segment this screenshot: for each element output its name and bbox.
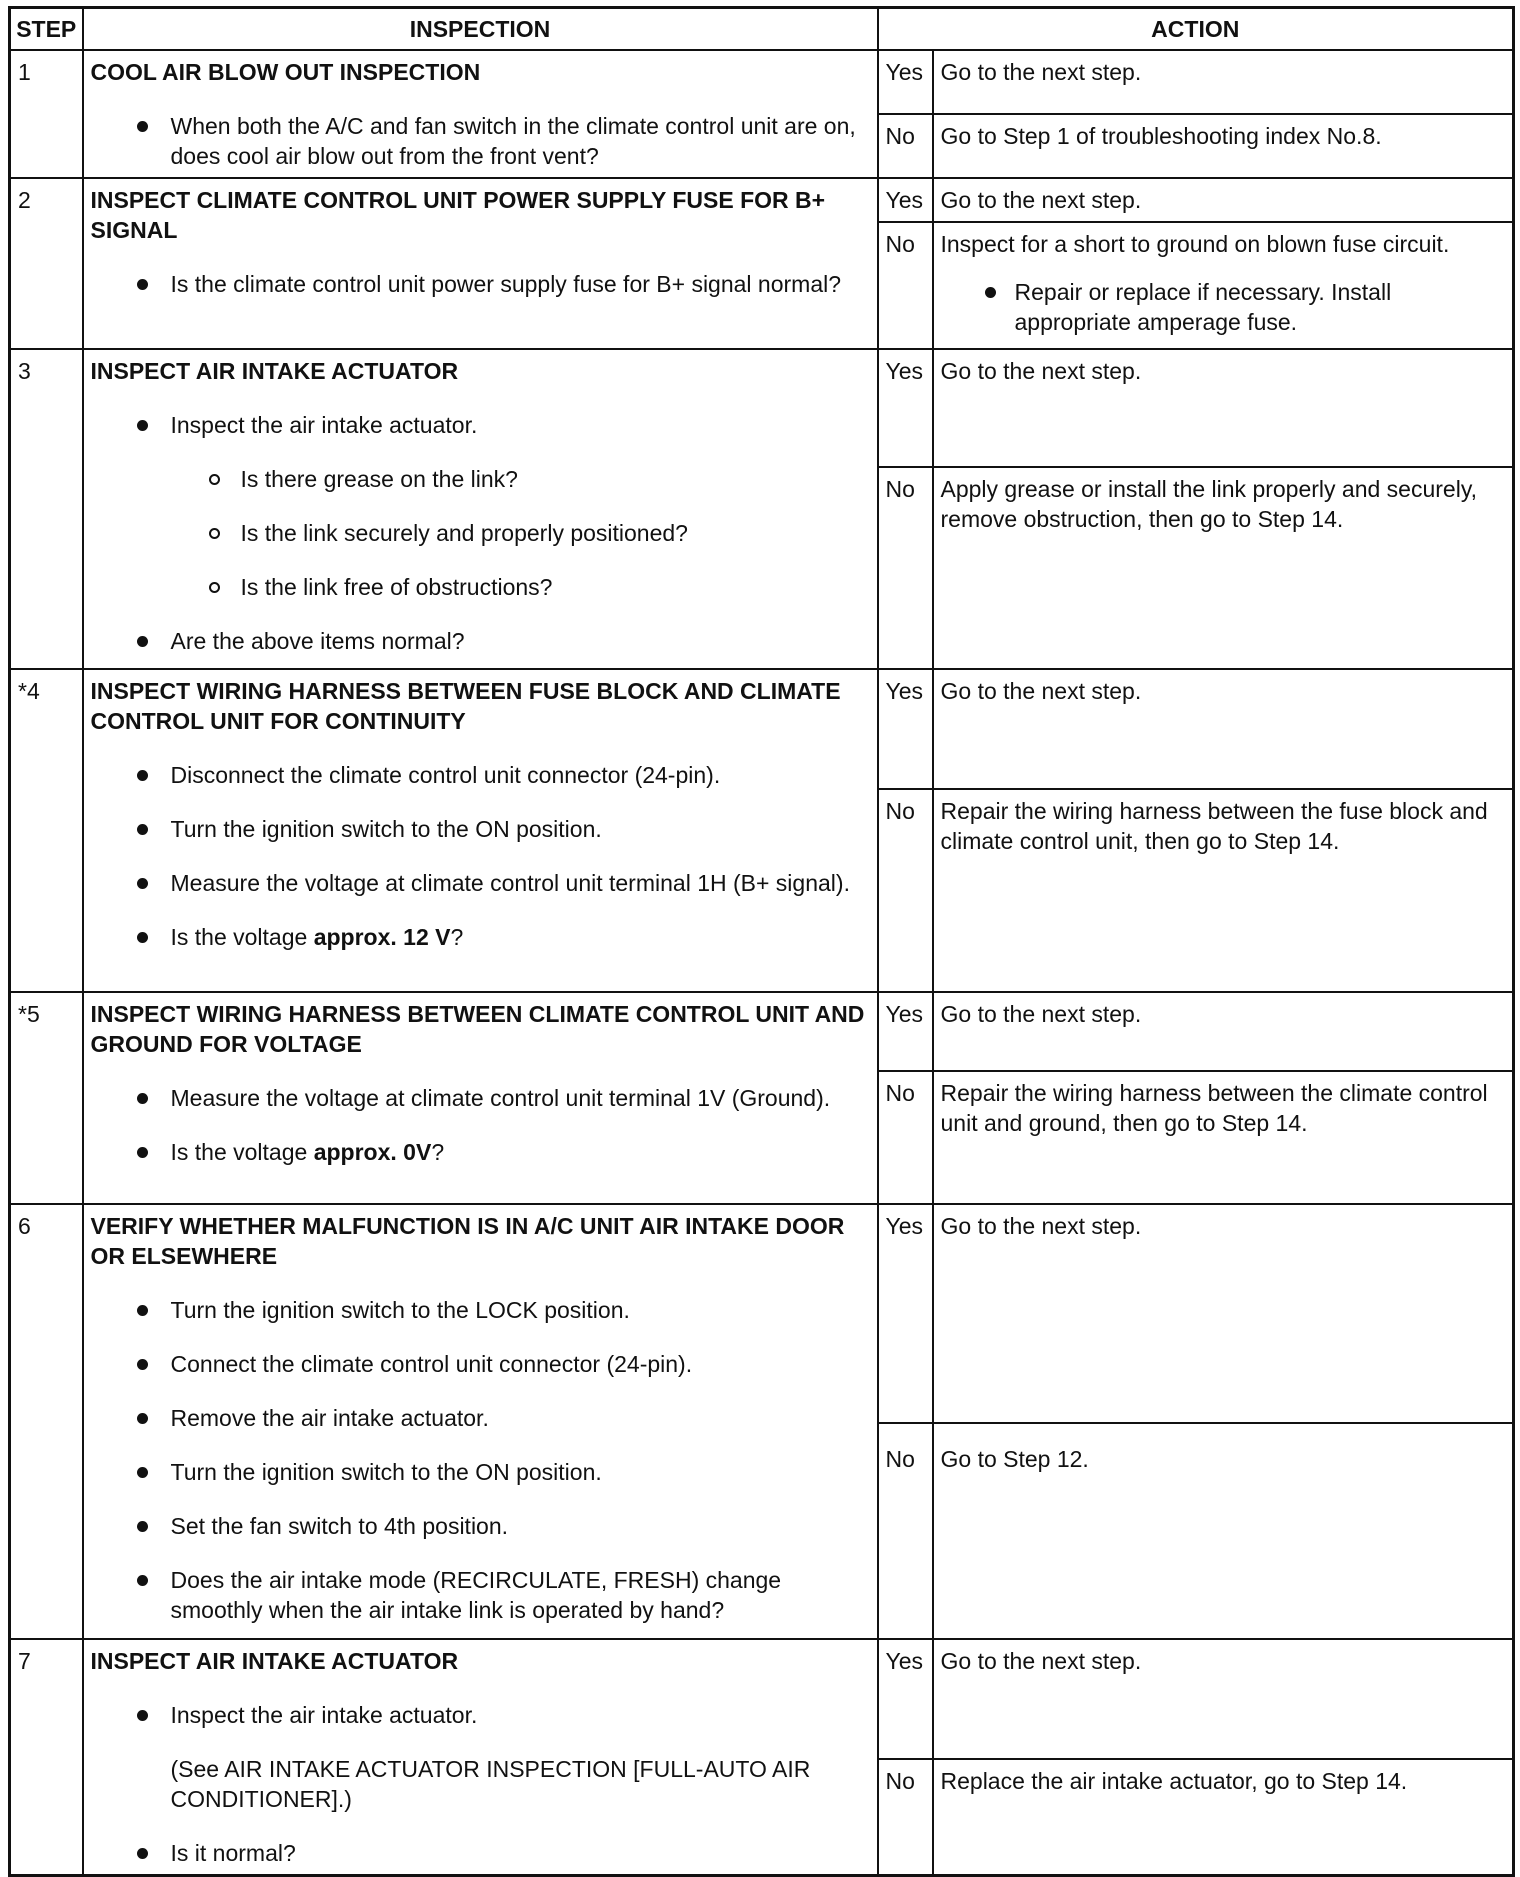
step-number: 2 — [10, 178, 83, 349]
yes-label: Yes — [878, 1639, 933, 1759]
no-action: Go to Step 1 of troubleshooting index No.8. — [933, 114, 1514, 178]
yes-action: Go to the next step. — [933, 992, 1514, 1071]
bullet-icon — [137, 1305, 148, 1316]
troubleshooting-table — [8, 6, 1515, 1877]
no-action — [933, 222, 1514, 349]
step-number: 1 — [10, 50, 83, 178]
bullet-icon — [137, 1359, 148, 1370]
no-action: Apply grease or install the link properly and securely, remove obstruction, then go to Step 14. — [933, 467, 1514, 669]
step-5-yes-row — [10, 992, 1514, 1071]
step-number: 6 — [10, 1204, 83, 1639]
inspection-item: Turn the ignition switch to the ON position. — [91, 1457, 870, 1487]
circle-bullet-icon — [209, 528, 220, 539]
step-inspection — [83, 178, 878, 349]
inspection-item: Turn the ignition switch to the ON position. — [91, 814, 870, 844]
inspection-subitem: Is there grease on the link? — [91, 464, 870, 494]
bullet-icon — [137, 1413, 148, 1424]
yes-label: Yes — [878, 178, 933, 222]
yes-action: Go to the next step. — [933, 1204, 1514, 1423]
bullet-icon — [137, 279, 148, 290]
bullet-icon — [137, 878, 148, 889]
no-action: Go to Step 12. — [933, 1423, 1514, 1639]
bullet-icon — [137, 770, 148, 781]
step-title: INSPECT CLIMATE CONTROL UNIT POWER SUPPLY FUSE FOR B+ SIGNAL — [90, 186, 826, 243]
action-item: Repair or replace if necessary. Install appropriate amperage fuse. — [941, 277, 1506, 337]
inspection-item: Measure the voltage at climate control unit terminal 1V (Ground). — [91, 1083, 870, 1113]
no-label: No — [878, 222, 933, 349]
step-inspection — [83, 349, 878, 669]
yes-action: Go to the next step. — [933, 669, 1514, 789]
circle-bullet-icon — [209, 474, 220, 485]
bullet-icon — [137, 1848, 148, 1859]
no-label: No — [878, 114, 933, 178]
no-label: No — [878, 1071, 933, 1204]
inspection-item: Inspect the air intake actuator. — [91, 1700, 870, 1730]
step-number: *5 — [10, 992, 83, 1204]
no-action-text: Inspect for a short to ground on blown fuse circuit. — [940, 230, 1450, 257]
inspection-item: When both the A/C and fan switch in the climate control unit are on, does cool air blow out from the front vent? — [91, 111, 870, 171]
yes-action: Go to the next step. — [933, 178, 1514, 222]
bullet-icon — [137, 121, 148, 132]
no-label: No — [878, 467, 933, 669]
inspection-item: Connect the climate control unit connector (24-pin). — [91, 1349, 870, 1379]
no-label: No — [878, 1759, 933, 1876]
yes-label: Yes — [878, 669, 933, 789]
step-number: 7 — [10, 1639, 83, 1876]
bullet-icon — [137, 420, 148, 431]
inspection-item: Are the above items normal? — [91, 626, 870, 656]
step-number: 3 — [10, 349, 83, 669]
bullet-icon — [137, 1467, 148, 1478]
step-1-yes-row — [10, 50, 1514, 114]
inspection-item: Set the fan switch to 4th position. — [91, 1511, 870, 1541]
bullet-icon — [137, 1093, 148, 1104]
yes-label: Yes — [878, 50, 933, 114]
step-2-yes-row — [10, 178, 1514, 222]
yes-label: Yes — [878, 992, 933, 1071]
step-inspection — [83, 669, 878, 992]
step-inspection — [83, 1639, 878, 1876]
step-title: INSPECT AIR INTAKE ACTUATOR — [90, 1647, 459, 1674]
inspection-item: Is the climate control unit power supply fuse for B+ signal normal? — [91, 269, 870, 299]
yes-action: Go to the next step. — [933, 50, 1514, 114]
header-row — [10, 8, 1514, 50]
bullet-icon — [985, 287, 996, 298]
bullet-icon — [137, 932, 148, 943]
inspection-item: Remove the air intake actuator. — [91, 1403, 870, 1433]
step-6-yes-row — [10, 1204, 1514, 1423]
no-action: Replace the air intake actuator, go to Step 14. — [933, 1759, 1514, 1876]
step-7-yes-row — [10, 1639, 1514, 1759]
inspection-header: INSPECTION — [83, 8, 878, 50]
bullet-icon — [137, 1147, 148, 1158]
yes-label: Yes — [878, 1204, 933, 1423]
step-inspection — [83, 1204, 878, 1639]
step-title: INSPECT WIRING HARNESS BETWEEN CLIMATE CONTROL UNIT AND GROUND FOR VOLTAGE — [90, 1000, 865, 1057]
inspection-item: Does the air intake mode (RECIRCULATE, FRESH) change smoothly when the air intake link is operated by hand? — [91, 1565, 870, 1625]
inspection-item: Is the voltage approx. 0V? — [91, 1137, 870, 1167]
inspection-item: Measure the voltage at climate control unit terminal 1H (B+ signal). — [91, 868, 870, 898]
no-action: Repair the wiring harness between the climate control unit and ground, then go to Step 14. — [933, 1071, 1514, 1204]
step-title: VERIFY WHETHER MALFUNCTION IS IN A/C UNIT AIR INTAKE DOOR OR ELSEWHERE — [90, 1212, 845, 1269]
inspection-item: Inspect the air intake actuator. — [91, 410, 870, 440]
no-action: Repair the wiring harness between the fuse block and climate control unit, then go to Step 14. — [933, 789, 1514, 992]
inspection-item: Disconnect the climate control unit connector (24-pin). — [91, 760, 870, 790]
step-inspection — [83, 50, 878, 178]
step-3-yes-row — [10, 349, 1514, 467]
no-label: No — [878, 789, 933, 992]
step-header: STEP — [10, 8, 83, 50]
step-title: COOL AIR BLOW OUT INSPECTION — [90, 58, 481, 85]
step-title: INSPECT WIRING HARNESS BETWEEN FUSE BLOCK AND CLIMATE CONTROL UNIT FOR CONTINUITY — [90, 677, 841, 734]
step-number: *4 — [10, 669, 83, 992]
bullet-icon — [137, 1575, 148, 1586]
inspection-subitem: Is the link securely and properly positioned? — [91, 518, 870, 548]
yes-label: Yes — [878, 349, 933, 467]
inspection-item: Is it normal? — [91, 1838, 870, 1868]
bullet-icon — [137, 824, 148, 835]
inspection-subitem: Is the link free of obstructions? — [91, 572, 870, 602]
reference-note: (See AIR INTAKE ACTUATOR INSPECTION [FULL-AUTO AIR CONDITIONER].) — [170, 1755, 811, 1812]
bullet-icon — [137, 1521, 148, 1532]
bullet-icon — [137, 636, 148, 647]
no-label: No — [878, 1423, 933, 1639]
action-header: ACTION — [878, 8, 1514, 50]
yes-action: Go to the next step. — [933, 1639, 1514, 1759]
inspection-item: Is the voltage approx. 12 V? — [91, 922, 870, 952]
inspection-item: Turn the ignition switch to the LOCK position. — [91, 1295, 870, 1325]
yes-action: Go to the next step. — [933, 349, 1514, 467]
step-4-yes-row — [10, 669, 1514, 789]
circle-bullet-icon — [209, 582, 220, 593]
step-title: INSPECT AIR INTAKE ACTUATOR — [90, 357, 459, 384]
step-inspection — [83, 992, 878, 1204]
bullet-icon — [137, 1710, 148, 1721]
